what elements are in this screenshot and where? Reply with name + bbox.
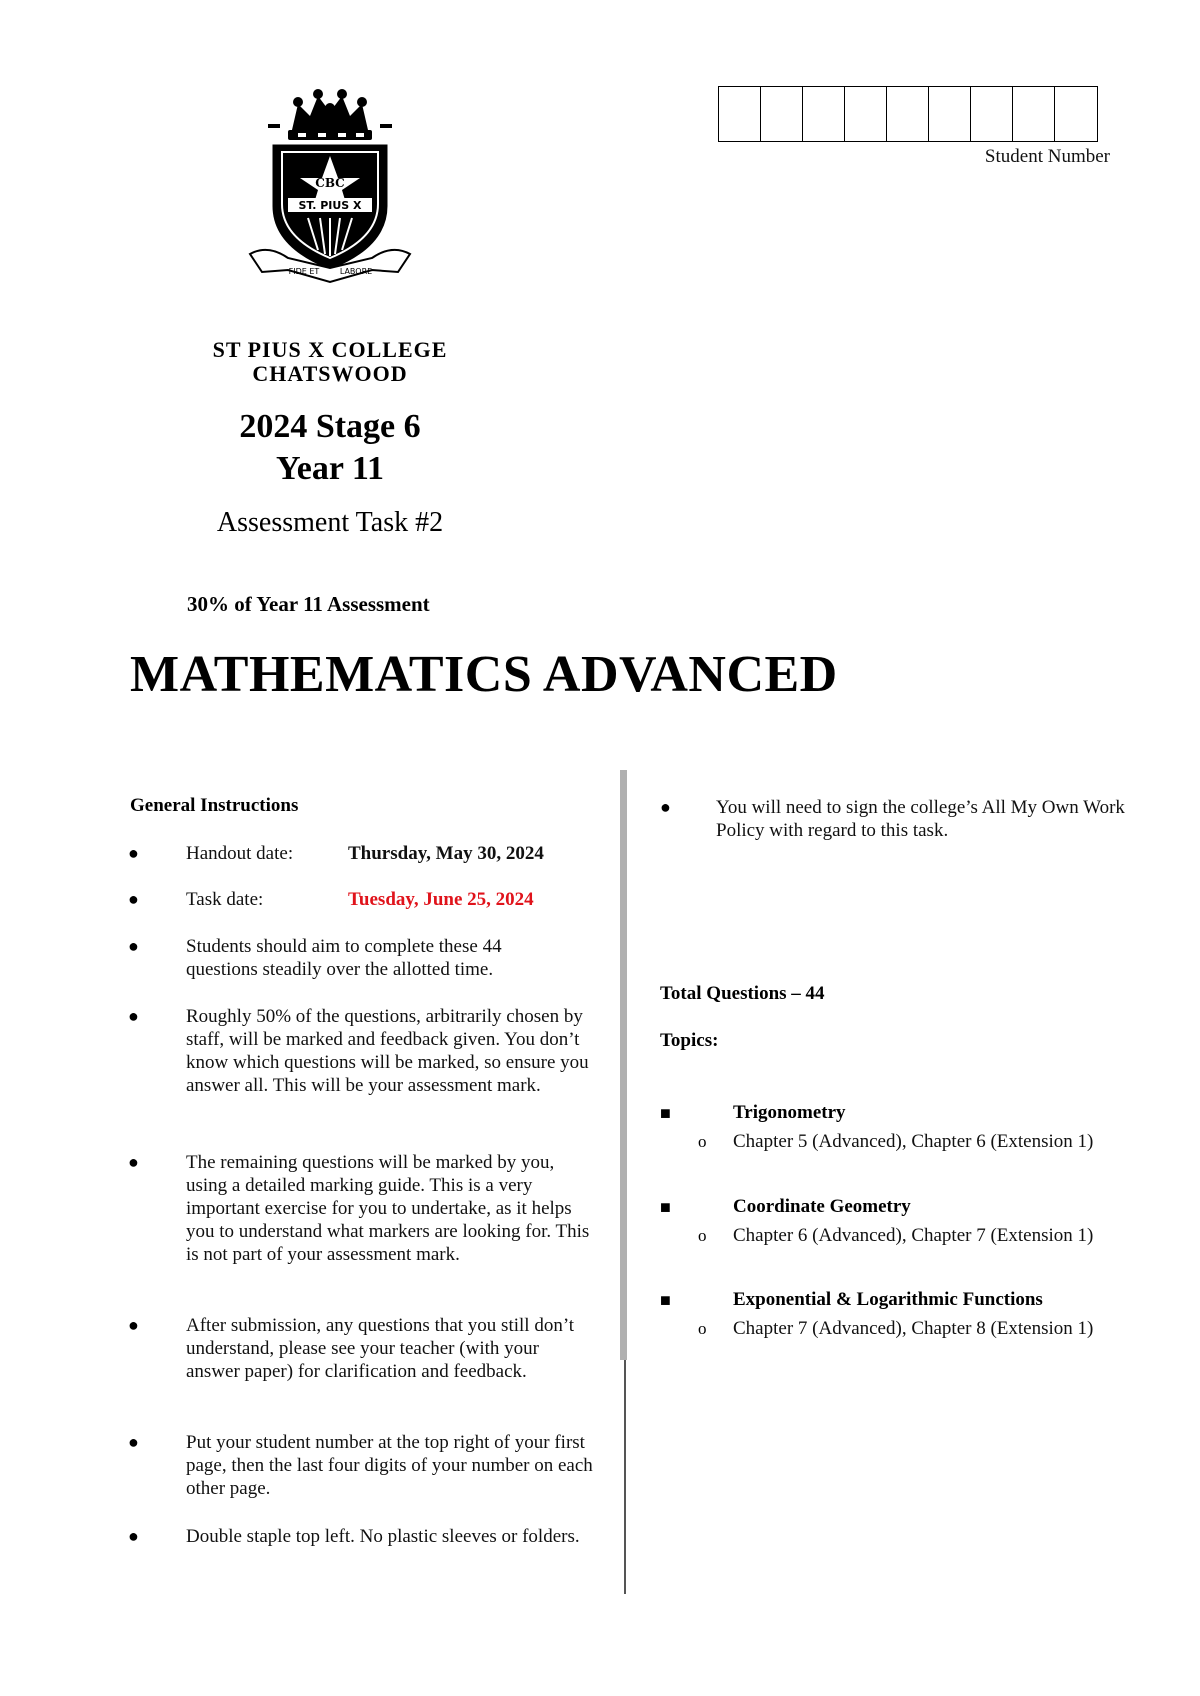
handout-date-row <box>186 842 596 865</box>
student-number-label: Student Number <box>984 146 1110 167</box>
topic-detail: Chapter 5 (Advanced), Chapter 6 (Extension 1) <box>733 1131 1094 1152</box>
bullet-icon: ● <box>128 1526 139 1546</box>
student-number-box[interactable] <box>845 87 887 141</box>
college-crest-logo <box>248 86 412 286</box>
instruction-item: Students should aim to complete these 44 questions steadily over the allotted time. <box>186 936 502 980</box>
college-name <box>150 338 510 386</box>
instruction-item: Put your student number at the top right of your first page, then the last four digits of your number on each other page. <box>186 1432 593 1499</box>
stage-line: 2024 Stage 6 <box>239 408 421 445</box>
student-number-box[interactable] <box>887 87 929 141</box>
instruction-item: After submission, any questions that you still don’t understand, please see your teacher (with your answer paper) for clarification and feedback. <box>186 1315 575 1382</box>
assessment-weight: 30% of Year 11 Assessment <box>187 592 430 616</box>
svg-text:ST. PIUS X: ST. PIUS X <box>298 199 362 212</box>
bullet-icon: ● <box>128 1006 139 1026</box>
circle-bullet-icon: o <box>698 1319 707 1338</box>
student-number-box[interactable] <box>719 87 761 141</box>
college-name-line1: ST PIUS X COLLEGE <box>212 337 448 362</box>
student-number-box[interactable] <box>929 87 971 141</box>
student-number-box[interactable] <box>803 87 845 141</box>
task-date-value: Tuesday, June 25, 2024 <box>348 889 534 910</box>
policy-notice: You will need to sign the college’s All My Own Work Policy with regard to this task. <box>716 797 1125 841</box>
instruction-item: Roughly 50% of the questions, arbitrarily chosen by staff, will be marked and feedback given. You don’t know which questions will be marked, so ensure you answer all. This will be your assessment mark. <box>186 1006 589 1096</box>
bullet-icon: ● <box>128 1432 139 1452</box>
topic-title-exp-log: Exponential & Logarithmic Functions <box>733 1289 1043 1310</box>
instruction-item: The remaining questions will be marked by you, using a detailed marking guide. This is a very important exercise for you to undertake, as it helps you to understand what markers are looking for. This is not part of your assessment mark. <box>186 1152 590 1265</box>
bullet-icon: ● <box>660 797 671 817</box>
assessment-task-title: Assessment Task #2 <box>216 507 444 538</box>
svg-text:CBC: CBC <box>315 176 345 190</box>
topic-detail: Chapter 7 (Advanced), Chapter 8 (Extension 1) <box>733 1318 1094 1339</box>
topic-title-coordinate-geometry: Coordinate Geometry <box>733 1196 911 1217</box>
task-date-row <box>186 888 596 911</box>
student-number-box[interactable] <box>761 87 803 141</box>
column-divider-thin <box>624 1360 626 1594</box>
column-divider <box>620 770 627 1360</box>
stage-heading <box>160 406 500 490</box>
topics-label: Topics: <box>660 1030 719 1051</box>
bullet-icon: ● <box>128 1152 139 1172</box>
svg-text:LABORE: LABORE <box>339 267 373 276</box>
topic-detail: Chapter 6 (Advanced), Chapter 7 (Extension 1) <box>733 1225 1094 1246</box>
year-line: Year 11 <box>276 450 384 487</box>
college-name-line2: CHATSWOOD <box>252 361 408 386</box>
bullet-icon: ● <box>128 1315 139 1335</box>
handout-date-value: Thursday, May 30, 2024 <box>348 843 544 864</box>
student-number-box[interactable] <box>1055 87 1097 141</box>
subject-title: MATHEMATICS ADVANCED <box>130 646 838 703</box>
circle-bullet-icon: o <box>698 1132 707 1151</box>
student-number-box[interactable] <box>1013 87 1055 141</box>
bullet-icon: ■ <box>660 1103 671 1123</box>
student-number-box[interactable] <box>971 87 1013 141</box>
instruction-item: Double staple top left. No plastic sleeves or folders. <box>186 1526 580 1547</box>
total-questions: Total Questions – 44 <box>660 983 825 1004</box>
task-date-label: Task date: <box>186 889 264 910</box>
svg-text:FIDE ET: FIDE ET <box>288 267 320 276</box>
bullet-icon: ■ <box>660 1290 671 1310</box>
topic-title-trigonometry: Trigonometry <box>733 1102 846 1123</box>
handout-date-label: Handout date: <box>186 843 294 864</box>
bullet-icon: ● <box>128 889 139 909</box>
circle-bullet-icon: o <box>698 1226 707 1245</box>
student-number-boxes[interactable] <box>718 86 1098 142</box>
bullet-icon: ■ <box>660 1197 671 1217</box>
general-instructions-title: General Instructions <box>130 795 299 816</box>
bullet-icon: ● <box>128 936 139 956</box>
bullet-icon: ● <box>128 843 139 863</box>
